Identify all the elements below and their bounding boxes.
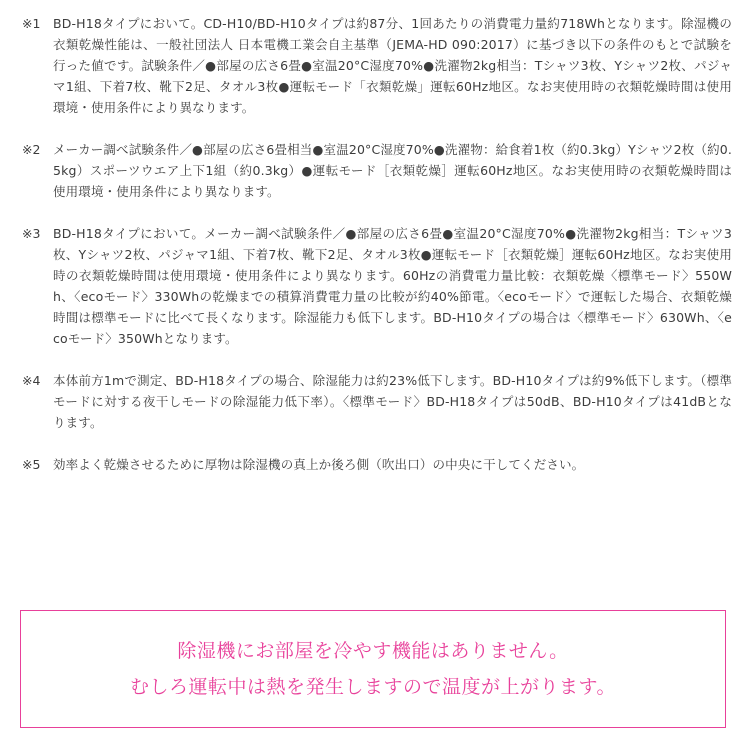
- footnote-1: [22, 13, 732, 118]
- footnote-text: メーカー調べ試験条件／●部屋の広さ6畳相当●室温20°C湿度70%●洗濯物：給食着1枚（約0.3kg）Yシャツ2枚（約0.5kg）スポーツウエア上下1組（約0.3kg）●運転モード［衣類乾燥］運転60Hz地区。なお実使用時の衣類乾燥時間は使用環境・使用条件により異なります。: [53, 142, 732, 199]
- footnote-marker: ※1: [22, 16, 41, 31]
- footnote-text: 本体前方1mで測定、BD-H18タイプの場合、除湿能力は約23%低下します。BD-H10タイプは約9%低下します。（標準モードに対する夜干しモードの除湿能力低下率）。〈標準モード〉BD-H18タイプは50dB、BD-H10タイプは41dBとなります。: [53, 373, 732, 430]
- footnote-marker: ※4: [22, 373, 41, 388]
- footnote-text: BD-H18タイプにおいて。CD-H10/BD-H10タイプは約87分、1回あたりの消費電力量約718Whとなります。除湿機の衣類乾燥性能は、一般社団法人 日本電機工業会自主基準（JEMA-HD 090:2017）に基づき以下の条件のもとで試験を行った値です。試験条件／●部屋の広さ6畳●室温20°C湿度70%●洗濯物2kg相当：Tシャツ3枚、Yシャツ2枚、パジャマ1組、下着7枚、靴下2足、タオル3枚●運転モード「衣類乾燥」運転60Hz地区。なお実使用時の衣類乾燥時間は使用環境・使用条件により異なります。: [53, 16, 732, 115]
- footnote-marker: ※5: [22, 457, 41, 472]
- notice-line-1: 除湿機にお部屋を冷やす機能はありません。: [177, 640, 569, 662]
- footnote-text: 効率よく乾燥させるために厚物は除湿機の真上か後ろ側（吹出口）の中央に干してください。: [53, 457, 585, 472]
- footnote-4: [22, 370, 732, 433]
- notice-line-2: むしろ運転中は熱を発生しますので温度が上がります。: [130, 676, 616, 698]
- footnote-5: [22, 454, 732, 475]
- footnotes: [22, 13, 732, 496]
- footnote-marker: ※2: [22, 142, 41, 157]
- footnote-marker: ※3: [22, 226, 41, 241]
- footnote-2: [22, 139, 732, 202]
- footnote-text: BD-H18タイプにおいて。メーカー調べ試験条件／●部屋の広さ6畳●室温20°C湿度70%●洗濯物2kg相当：Tシャツ3枚、Yシャツ2枚、パジャマ1組、下着7枚、靴下2足、タオル3枚●運転モード［衣類乾燥］運転60Hz地区。なお実使用時の衣類乾燥時間は使用環境・使用条件により異なります。60Hzの消費電力量比較：衣類乾燥〈標準モード〉550Wh、〈ecoモード〉330Whの乾燥までの積算消費電力量の比較が約40%節電。〈ecoモード〉で運転した場合、衣類乾燥時間は標準モードに比べて長くなります。除湿能力も低下します。BD-H10タイプの場合は〈標準モード〉630Wh、〈ecoモード〉350Whとなります。: [53, 226, 732, 346]
- cooling-notice-box: [20, 610, 726, 728]
- footnote-3: [22, 223, 732, 349]
